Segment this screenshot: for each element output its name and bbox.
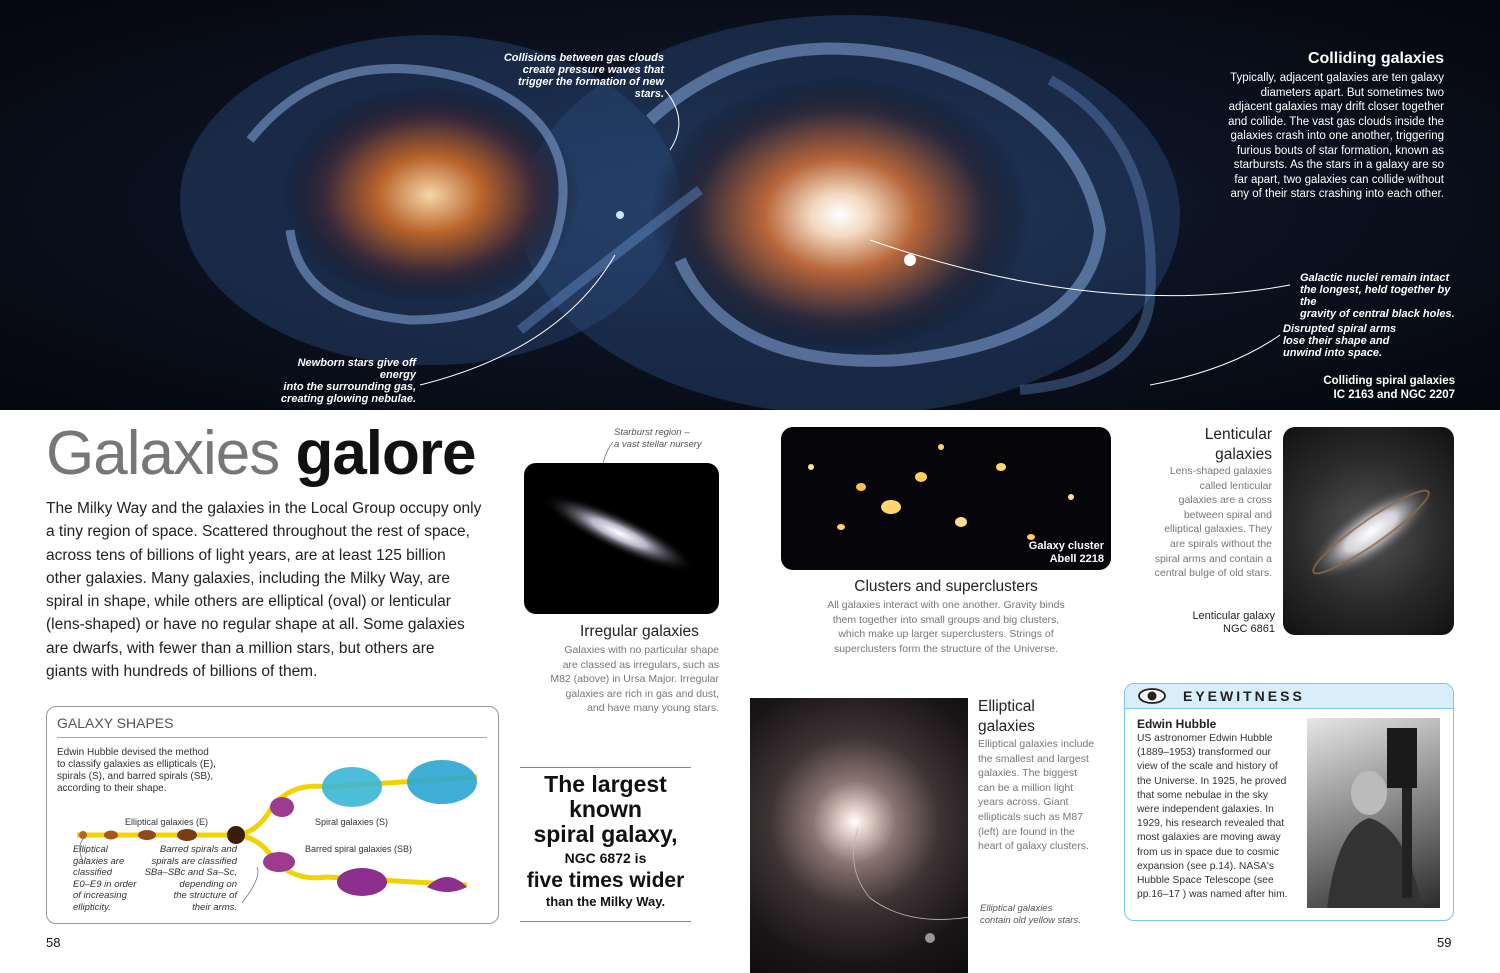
eyewitness-header (1125, 684, 1453, 709)
quote-rule-top (520, 767, 691, 768)
quote-rule-bottom (520, 921, 691, 922)
hubble-portrait (1307, 718, 1440, 908)
elliptical-body: Elliptical galaxies include the smallest and largest galaxies. The biggest can be a million light years across. Giant ellipticals such as M87 (left) are found in the heart of galaxy clusters. (978, 738, 1095, 853)
clusters-body: All galaxies interact with one another. Gravity binds them together into small groups and big clusters, which make up larger superclusters. Strings of superclusters form the structure of the Universe. (827, 599, 1065, 655)
irregular-title: Irregular galaxies (580, 623, 699, 640)
quote-block: The largest known spiral galaxy, NGC 6872 is five times wider than the Milky Way. (526, 771, 685, 909)
elliptical-galaxy-image (750, 698, 968, 973)
elliptical-label: Elliptical galaxies (E) (125, 817, 209, 827)
barred-label: Barred spiral galaxies (SB) (305, 844, 413, 854)
ngc-6861-photo (1283, 427, 1454, 635)
elliptical-callout: Elliptical galaxies contain old yellow stars. (980, 903, 1081, 926)
clusters-title: Clusters and superclusters (854, 578, 1038, 595)
eyewitness-box (1124, 683, 1454, 921)
nuclei-callout: Galactic nuclei remain intact the longest, held together by the gravity of central black holes. (1300, 272, 1455, 320)
irregular-body: Galaxies with no particular shape are classed as irregulars, such as M82 (above) in Ursa Major. Irregular galaxies are rich in gas and dust, and have many young stars. (550, 644, 719, 715)
irregular-galaxy-image (524, 463, 719, 614)
page-title: Galaxies galore (46, 419, 476, 488)
edwin-hubble-photo (1307, 718, 1440, 908)
colliding-galaxies-body: Typically, adjacent galaxies are ten galaxy diameters apart. But sometimes two adjacent galaxies may drift closer together and collide. The vast gas clouds inside the galaxies crash into one another, triggering furious bouts of star formation, known as starbursts. As the stars in a galaxy are so far apart, two galaxies can collide without any of their stars crashing into each other. (1228, 72, 1444, 200)
eyewitness-name: Edwin Hubble (1137, 717, 1217, 731)
m87-photo (750, 698, 968, 973)
eyewitness-heading: EYEWITNESS (1183, 688, 1305, 704)
collisions-callout: Collisions between gas clouds create pressure waves that trigger the formation of new stars. (503, 52, 664, 100)
shapes-intro: Edwin Hubble devised the method to classify galaxies as ellipticals (E), spirals (S), and barred spirals (SB), according to their shape. (57, 747, 216, 794)
page-number-left: 58 (46, 935, 61, 950)
eye-icon (1137, 686, 1167, 706)
disrupted-arms-callout: Disrupted spiral arms lose their shape and unwind into space. (1283, 323, 1397, 359)
galaxy-shapes-heading: GALAXY SHAPES (57, 715, 174, 731)
page-number-right: 59 (1437, 935, 1452, 950)
colliding-galaxies-photo (0, 0, 1500, 410)
starburst-callout: Starburst region – a vast stellar nursery (614, 427, 702, 450)
lenticular-title: Lenticular galaxies (1204, 426, 1272, 463)
elliptical-note: Elliptical galaxies are classified E0–E9 in order of increasing ellipticity. (73, 844, 137, 913)
intro-paragraph: The Milky Way and the galaxies in the Local Group occupy only a tiny region of space. Scattered throughout the rest of space, across tens of billions of light years, are at least 125 billion other galaxies. Many galaxies, including the Milky Way, are spiral in shape, while others are elliptical (oval) or lenticular (lens-shaped) or have no regular shape at all. Some galaxies are dwarfs, with fewer than a million stars, but others are giants with hundreds of billions of them. (46, 500, 482, 681)
lenticular-caption: Lenticular galaxy NGC 6861 (1192, 610, 1275, 635)
colliding-galaxies-title: Colliding galaxies (1307, 50, 1444, 67)
barred-note: Barred spirals and spirals are classified SBa–SBc and Sa–Sc, depending on the structure of their arms. (144, 844, 237, 913)
elliptical-title: Elliptical galaxies (978, 698, 1035, 735)
m82-galaxy-photo (524, 463, 719, 614)
newborn-stars-callout: Newborn stars give off energy into the surrounding gas, creating glowing nebulae. (280, 357, 416, 405)
galaxy-shapes-box (46, 706, 499, 924)
lenticular-body: Lens-shaped galaxies called lenticular galaxies are a cross between spiral and elliptical galaxies. They are spirals without the spiral arms and contain a central bulge of old stars. (1154, 465, 1272, 580)
hero-caption: Colliding spiral galaxies IC 2163 and NGC 2207 (1323, 375, 1455, 401)
lenticular-galaxy-image (1283, 427, 1454, 635)
spiral-label: Spiral galaxies (S) (315, 817, 389, 827)
eyewitness-body: US astronomer Edwin Hubble (1889–1953) transformed our view of the scale and history of the Universe. In 1925, he proved that some nebulae in the sky were independent galaxies. In 1929, his research revealed that most galaxies are moving away from us in space due to cosmic expansion (see p.14). NASA's Hubble Space Telescope (see pp.16–17 ) was named after him. (1137, 733, 1288, 901)
abell-caption: Galaxy cluster Abell 2218 (1028, 540, 1104, 565)
